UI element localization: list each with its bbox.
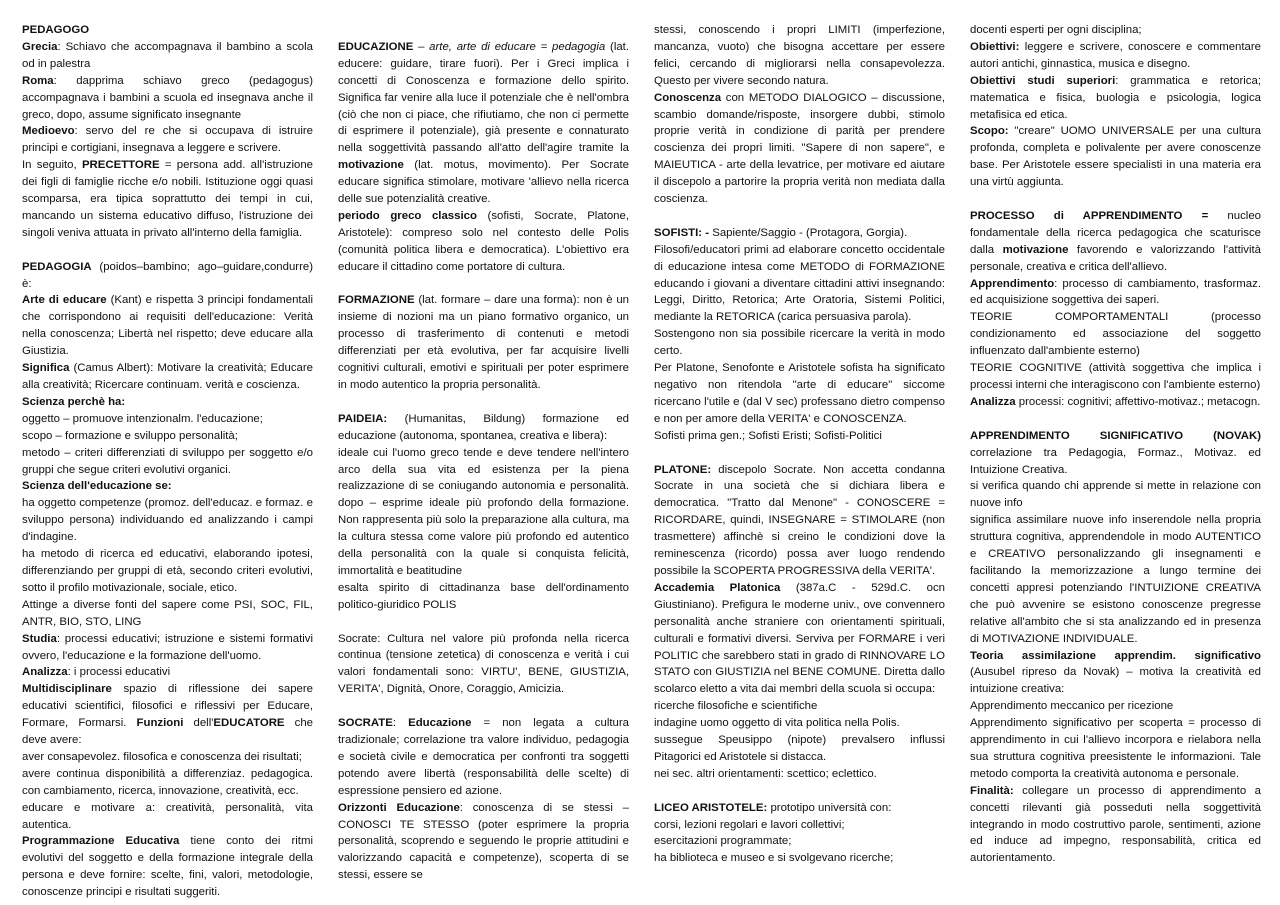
- text-run: ha metodo di ricerca ed educativi, elaborando ipotesi, differenziando per gruppi di età, secondo criteri evolutivi, sotto il profilo motivazionale, sociale, etico.: [22, 548, 313, 594]
- bold-text: Medioevo: [22, 125, 75, 138]
- paragraph: [654, 462, 945, 580]
- paragraph: [970, 73, 1261, 124]
- text-run: educare e motivare a: creatività, personalità, vita autentica.: [22, 801, 313, 831]
- paragraph: [22, 360, 313, 394]
- paragraph: [970, 478, 1261, 512]
- bold-text: Orizzonti Educazione: [338, 801, 460, 814]
- text-run: : processo di cambiamento, trasformaz. ed acquisizione soggettiva dei saperi.: [970, 277, 1261, 307]
- text-run: ideale cui l'uomo greco tende e deve tendere nell'intero arco della sua vita ed esistenza per la piena realizzazione di se coniugando autonomia e personalità. dopo – esprime ideale più profondo della formazione. Non rappresenta più solo la preparazione alla cultura, ma la cultura stessa come valore più profondo ed autentico della personalità con la quale si conquista felicità, immortalità e beatitudine: [338, 446, 629, 577]
- bold-text: Arte di educare: [22, 294, 107, 307]
- text-run: Sostengono non sia possibile ricercare la verità in modo certo.: [654, 328, 945, 358]
- bold-text: Conoscenza: [654, 91, 722, 104]
- text-run: : i processi educativi: [67, 666, 171, 679]
- text-run: nucleo fondamentale della ricerca pedagogica che scaturisce dalla: [970, 209, 1261, 256]
- bold-text: Educazione: [408, 717, 472, 730]
- text-run: : dapprima schiavo greco (pedagogus) accompagnava i bambini a scuola ed insegnava anche il greco, dopo, assume significato insegnante: [22, 74, 313, 121]
- bold-text: PRECETTORE: [81, 159, 160, 172]
- column-2: [338, 22, 629, 884]
- paragraph: [654, 90, 945, 208]
- paragraph: [338, 715, 629, 800]
- text-run: TEORIE COMPORTAMENTALI (processo condizionamento ed associazione del soggetto influenzato dall'ambiente esterno): [970, 311, 1261, 358]
- bold-text: Grecia: [22, 40, 58, 53]
- text-run: Apprendimento significativo per scoperta = processo di apprendimento in cui l'allievo incorpora e rielabora nella sua struttura cognitiva preesistente le informazioni. Tale metodo comporta la creatività autonoma e personale.: [970, 717, 1261, 780]
- bold-text: motivazione: [338, 159, 404, 172]
- paragraph: [970, 276, 1261, 310]
- text-run: leggere e scrivere, conoscere e commentare autori antichi, ginnastica, musica e disegno.: [970, 40, 1261, 70]
- text-run: ha oggetto competenze (promoz. dell'educaz. e formaz. e sviluppo persona) individuando ed analizzando i campi d'indagine.: [22, 497, 313, 544]
- paragraph: [654, 800, 945, 817]
- text-run: (Kant) e rispetta 3 principi fondamentali che corrispondono ai requisiti dell'educazione: Verità nella conoscenza; Libertà nel rispetto; deve educare alla Giustizia.: [22, 294, 313, 358]
- text-run: prototipo università con:: [767, 801, 892, 814]
- text-run: ha biblioteca e museo e si svolgevano ricerche;: [654, 852, 894, 865]
- text-run: = non legata a cultura tradizionale; correlazione tra valore individuo, pedagogia e società civile e democratica per confronti tra soggetti potendo avere libertà (responsabilità delle scelte) di espressione pensiero ed azione.: [338, 717, 629, 797]
- paragraph: [654, 225, 945, 242]
- text-run: : Schiavo che accompagnava il bambino a scola od in palestra: [22, 40, 313, 70]
- paragraph: [970, 512, 1261, 647]
- text-run: favorendo e valorizzando l'attività personale, creativa e critica dell'allievo.: [970, 243, 1262, 273]
- bold-text: Roma: [22, 74, 54, 87]
- paragraph: [22, 597, 313, 631]
- text-run: stessi, conoscendo i propri LIMITI (imperfezione, mancanza, vuoto) che bisogna accettare per essere felici, cercando di migliorarsi nella consapevolezza. Questo per vivere secondo natura.: [654, 24, 945, 87]
- paragraph: [22, 749, 313, 766]
- text-run: spazio di riflessione dei sapere educativi scientifici, filosofici e riflessivi per Educare, Formare, Formarsi.: [22, 683, 313, 730]
- paragraph: [22, 833, 313, 901]
- text-run: (lat. educere: guidare, tirare fuori). Per i Greci implica i concetti di Conoscenza e formazione dello spirito. Significa far venire alla luce il potenziale che è nell'ombra (ciò che non ci piace, che rifiutiamo, che non ci permette di esprimere il potenziale), già presente e connaturato nella soggettività passando all'atto dell'agire tramite la: [338, 40, 630, 155]
- paragraph: [970, 698, 1261, 715]
- text-run: che deve avere:: [22, 717, 314, 747]
- paragraph: [970, 428, 1261, 479]
- text-run: (387a.C - 529d.C. ocn Giustiniano). Prefigura le moderne univ., ove convennero personalità anche straniere con orientamenti spirituali, culturali e formativi diversi. Serviva per FORMARE i veri POLITIC che sarebbero stati in grado di RINNOVARE LO STATO con GIUSTIZIA nel BENE COMUNE. Diretta dallo scolarco eletto a vita dai membri della scuola si occupa:: [654, 581, 945, 696]
- text-run: scopo – formazione e sviluppo personalità;: [22, 429, 238, 442]
- paragraph: [338, 445, 629, 580]
- paragraph: [338, 208, 629, 276]
- text-run: (Humanitas, Bildung) formazione ed educazione (autonoma, spontanea, creativa e libera):: [338, 412, 629, 442]
- text-run: Socrate: Cultura nel valore più profonda nella ricerca continua (tensione zetetica) di conoscenza e verità i cui valori fondamentali sono: VIRTU', BENE, GIUSTIZIA, VERITA', Dignità, Onore, Coraggio, Amicizia.: [338, 632, 629, 696]
- text-run: avere continua disponibilità a differenziaz. pedagogica. con cambiamento, ricerca, innovazione, creatività, ecc.: [22, 767, 313, 797]
- paragraph: [22, 394, 313, 411]
- text-run: :: [392, 717, 409, 730]
- text-run: : conoscenza di se stessi – CONOSCI TE STESSO (poter esprimere la propria personalità, scoprendo e seguendo le proprie attitudini e valorizzando capacità e competenze), scoperta di se stessi, essere se: [338, 801, 629, 882]
- text-run: si verifica quando chi apprende si mette in relazione con nuove info: [970, 480, 1261, 510]
- bold-text: Programmazione Educativa: [22, 835, 180, 848]
- text-run: (lat. formare – dare una forma): non è un insieme di nozioni ma un piano formativo organico, un processo di trasferimento di contenuti e metodi differenziati per età evolutiva, per far acquisire livelli cognitivi culturali, emotivi e spirituali per poter esprimere in modo autentico la propria personalità.: [338, 294, 629, 391]
- italic-text: arte, arte di educare = pedagogia: [429, 40, 606, 53]
- text-run: aver consapevolez. filosofica e conoscenza dei risultati;: [22, 750, 302, 763]
- paragraph-spacer: [338, 698, 629, 715]
- bold-text: SOFISTI:: [654, 226, 703, 239]
- paragraph: [22, 546, 313, 597]
- paragraph: [338, 800, 629, 885]
- text-run: (Ausubel ripreso da Novak) – motiva la creatività ed intuizione creativa:: [970, 666, 1261, 696]
- bold-text: LICEO ARISTOTELE:: [654, 801, 768, 814]
- paragraph: [338, 39, 629, 208]
- bold-text: SOCRATE: [338, 717, 393, 730]
- text-run: : processi educativi; istruzione e sistemi formativi ovvero, l'educazione e la formazione dell'uomo.: [22, 632, 313, 662]
- text-run: docenti esperti per ogni disciplina;: [970, 24, 1142, 36]
- paragraph: [22, 157, 313, 242]
- bold-text: Scienza dell'educazione se:: [22, 480, 172, 493]
- paragraph: [654, 22, 945, 90]
- paragraph: [970, 309, 1261, 360]
- text-run: oggetto – promuove intenzionalm. l'educazione;: [22, 412, 263, 425]
- paragraph: [22, 478, 313, 495]
- bold-text: Finalità:: [970, 784, 1014, 797]
- paragraph: [654, 732, 945, 766]
- paragraph-spacer: [338, 22, 629, 39]
- bold-text: Funzioni: [136, 717, 184, 730]
- paragraph: [22, 411, 313, 428]
- paragraph: [970, 123, 1261, 191]
- paragraph: [22, 22, 313, 39]
- paragraph-spacer: [338, 394, 629, 411]
- paragraph: [22, 631, 313, 665]
- paragraph-spacer: [338, 614, 629, 631]
- bold-text: EDUCATORE: [213, 717, 285, 730]
- bold-text: EDUCAZIONE: [338, 40, 414, 53]
- text-run: (sofisti, Socrate, Platone, Aristotele): compreso solo nel contesto delle Polis (comunità politica libera e democratica). L'obiettivo era educare il cittadino come portatore di cultura.: [338, 209, 629, 273]
- paragraph: [22, 428, 313, 445]
- paragraph: [654, 833, 945, 850]
- paragraph-spacer: [22, 242, 313, 259]
- text-run: esercitazioni programmate;: [654, 835, 792, 848]
- text-run: metodo – criteri differenziati di sviluppo per soggetto e/o gruppi che segue criteri evolutivi organici.: [22, 446, 313, 476]
- bold-text: PAIDEIA:: [338, 412, 388, 425]
- text-run: susseguе Speusippo (nipote) prevalsero influssi Pitagorici ed Aristotele si distacca.: [654, 734, 945, 763]
- paragraph: [338, 411, 629, 445]
- bold-text: Significa: [22, 362, 70, 375]
- paragraph: [22, 39, 313, 73]
- bold-text: Obiettivi:: [970, 40, 1020, 53]
- text-run: tiene conto dei ritmi evolutivi del soggetto e della formazione integrale della persona e deve fornire: scelte, fini, valori, metodologie, conoscenze principi e risultati suggeriti.: [22, 835, 313, 899]
- bold-text: periodo greco classico: [338, 209, 477, 222]
- bold-text: PEDAGOGO: [22, 24, 90, 36]
- text-run: In seguito,: [22, 159, 82, 172]
- paragraph: [338, 580, 629, 614]
- bold-text: motivazione: [1002, 243, 1069, 256]
- paragraph: [338, 292, 629, 393]
- text-run: con METODO DIALOGICO – discussione, scambio domande/risposte, insorgere dubbi, stimolo proprie verità in condizione di parità per prendere coscienza dei propri limiti. "Sapere di non sapere", e MAIEUTICA - arte della levatrice, per motivare ed aiutare il discepolo a partorire la propria verità non mediata dalla coscienza.: [654, 91, 945, 206]
- column-1: [22, 22, 313, 901]
- paragraph: [22, 664, 313, 681]
- text-run: nei sec. altri orientamenti: scettico; eclettico.: [654, 767, 877, 780]
- text-run: dell': [183, 717, 214, 730]
- bold-text: FORMAZIONE: [338, 294, 415, 307]
- column-3: [654, 22, 945, 867]
- text-run: = persona add. all'istruzione dei figli di famiglie ricche e/o nobili. Istituzione oggi quasi scomparsa, era tipica soprattutto dei tempi in cui, mancando un sistema educativo diffuso, l'istruzione dei singoli veniva attuata in privato all'interno della famiglia.: [22, 159, 313, 239]
- bold-text: APPRENDIMENTO SIGNIFICATIVO (NOVAK): [970, 429, 1261, 442]
- paragraph-spacer: [654, 445, 945, 462]
- bold-text: Teoria assimilazione apprendim. significativo: [970, 649, 1261, 662]
- text-run: collegare un processo di apprendimento a concetti rilevanti già posseduti nella soggettività integrando in modo costruttivo parole, sentimenti, azione ed induce ad impegno, responsabilità, critica ed autorientamento.: [970, 784, 1261, 865]
- text-run: significa assimilare nuove info inserendole nella propria struttura cognitiva, apprendendole in modo AUTENTICO e CREATIVO personalizzando gli insegnamenti e facilitando la memorizzazione a lungo termine dei concetti appresi potenziando l'INTUIZIONE CREATIVA che può avvenire se esistono conoscenze pregresse relative all'ambito che si sta analizzando ed in presenza di MOTIVAZIONE INDIVIDUALE.: [970, 514, 1261, 645]
- paragraph: [970, 715, 1261, 783]
- paragraph: [22, 800, 313, 834]
- bold-text: PLATONE:: [654, 463, 712, 476]
- text-run: : servo del re che si occupava di istruire principi e cortigiani, insegnava a leggere e scrivere.: [22, 125, 313, 155]
- paragraph: [338, 631, 629, 699]
- bold-text: Scienza perchè ha:: [22, 395, 126, 408]
- paragraph: [654, 698, 945, 715]
- text-run: : grammatica e retorica; matematica e fisica, buologia e psicologia, logica metafisica ed etica.: [970, 74, 1261, 121]
- text-run: correlazione tra Pedagogia, Formaz., Motivaz. ed Intuizione Creativa.: [970, 446, 1261, 476]
- paragraph: [22, 495, 313, 546]
- paragraph: [970, 648, 1261, 699]
- text-run: "creare" UOMO UNIVERSALE per una cultura profonda, completa e polivalente per avere conoscenze base. Per Aristotele essere specialisti in una materia era una virtù aggiunta.: [970, 125, 1261, 189]
- text-run: –: [413, 40, 430, 53]
- text-run: Attinge a diverse fonti del sapere come PSI, SOC, FIL, ANTR, BIO, STO, LING: [22, 598, 313, 628]
- bold-text: Scopo:: [970, 125, 1009, 138]
- paragraph: [654, 428, 945, 445]
- text-run: ricerche filosofiche e scientifiche: [654, 700, 818, 713]
- paragraph-spacer: [970, 411, 1261, 428]
- bold-text: -: [705, 226, 713, 239]
- text-run: discepolo Socrate. Non accetta condanna Socrate in una società che si dichiara libera e democratica. "Tratto dal Menone" - CONOSCERE = RICORDARE, quindi, INSEGNARE = STIMOLARE (non trasmettere) affinchè si creino le condizioni dove la reminescenza (ricordo) possa aver luogo rendendo possibile la SCOPERTA PROGRESSIVA della VERITA'.: [654, 463, 945, 577]
- text-run: processi: cognitivi; affettivo-motivaz.; metacogn.: [1015, 395, 1261, 408]
- bold-text: Obiettivi studi superiori: [970, 74, 1116, 87]
- paragraph: [654, 817, 945, 834]
- bold-text: Analizza: [970, 395, 1016, 408]
- text-run: (poidos–bambino; ago–guidare,condurre) è:: [22, 260, 313, 290]
- paragraph: [654, 766, 945, 783]
- paragraph: [22, 445, 313, 479]
- text-run: Sofisti prima gen.; Sofisti Eristi; Sofisti-Politici: [654, 429, 882, 442]
- paragraph: [970, 22, 1261, 39]
- paragraph: [22, 292, 313, 360]
- text-run: Apprendimento meccanico per ricezione: [970, 700, 1174, 713]
- bold-text: PEDAGOGIA: [22, 260, 92, 273]
- paragraph: [970, 39, 1261, 73]
- paragraph: [22, 681, 313, 749]
- paragraph: [970, 360, 1261, 394]
- paragraph: [970, 394, 1261, 411]
- bold-text: Analizza: [22, 666, 68, 679]
- paragraph-spacer: [654, 783, 945, 800]
- bold-text: Accademia Platonica: [654, 581, 781, 594]
- column-4: [970, 22, 1261, 867]
- paragraph: [970, 208, 1261, 276]
- text-run: indagine uomo oggetto di vita politica nella Polis.: [654, 717, 900, 730]
- text-run: esalta spirito di cittadinanza base dell'ordinamento politico-giuridico POLIS: [338, 581, 629, 611]
- text-run: (Camus Albert): Motivare la creatività; Educare alla creatività; Ricercare continuam. verità e coscienza.: [22, 362, 313, 392]
- paragraph: [654, 850, 945, 867]
- bold-text: Studia: [22, 632, 57, 645]
- paragraph: [654, 326, 945, 360]
- paragraph: [22, 766, 313, 800]
- text-run: Filosofi/educatori primi ad elaborare concetto occidentale di educazione intesa come METODO di FORMAZIONE educando i giovani a diventare cittadini attivi insegnando: Leggi, Diritto, Retorica; Arte Oratoria, Sistemi Politici, mediante la RETORICA (carica persuasiva parola).: [654, 243, 945, 324]
- text-run: Per Platone, Senofonte e Aristotele sofista ha significato negativo non ritendola "arte di educare" siccome ricercano l'utile e (dal V sec) professano dietro compenso e non per amore della VERITA' e CONOSCENZA.: [654, 362, 945, 425]
- paragraph-spacer: [970, 191, 1261, 208]
- paragraph-spacer: [338, 276, 629, 293]
- paragraph: [22, 73, 313, 124]
- text-run: TEORIE COGNITIVE (attività soggettiva che implica i processi interni che interagiscono con l'ambiente esterno): [970, 362, 1261, 392]
- paragraph-spacer: [654, 208, 945, 225]
- paragraph: [22, 123, 313, 157]
- paragraph: [970, 783, 1261, 868]
- bold-text: Multidisciplinare: [22, 683, 112, 696]
- text-run: Sapiente/Saggio - (Protagora, Gorgia).: [712, 226, 908, 239]
- text-run: corsi, lezioni regolari e lavori collettivi;: [654, 818, 845, 831]
- bold-text: PROCESSO di APPRENDIMENTO =: [970, 209, 1209, 222]
- text-run: (lat. motus, movimento). Per Socrate educare significa stimolare, motivare 'allievo nella ricerca delle sue potenzialità creative.: [338, 159, 629, 206]
- paragraph: [654, 242, 945, 327]
- bold-text: Apprendimento: [970, 277, 1055, 290]
- paragraph: [22, 259, 313, 293]
- paragraph: [654, 360, 945, 428]
- paragraph: [654, 715, 945, 732]
- paragraph: [654, 580, 945, 698]
